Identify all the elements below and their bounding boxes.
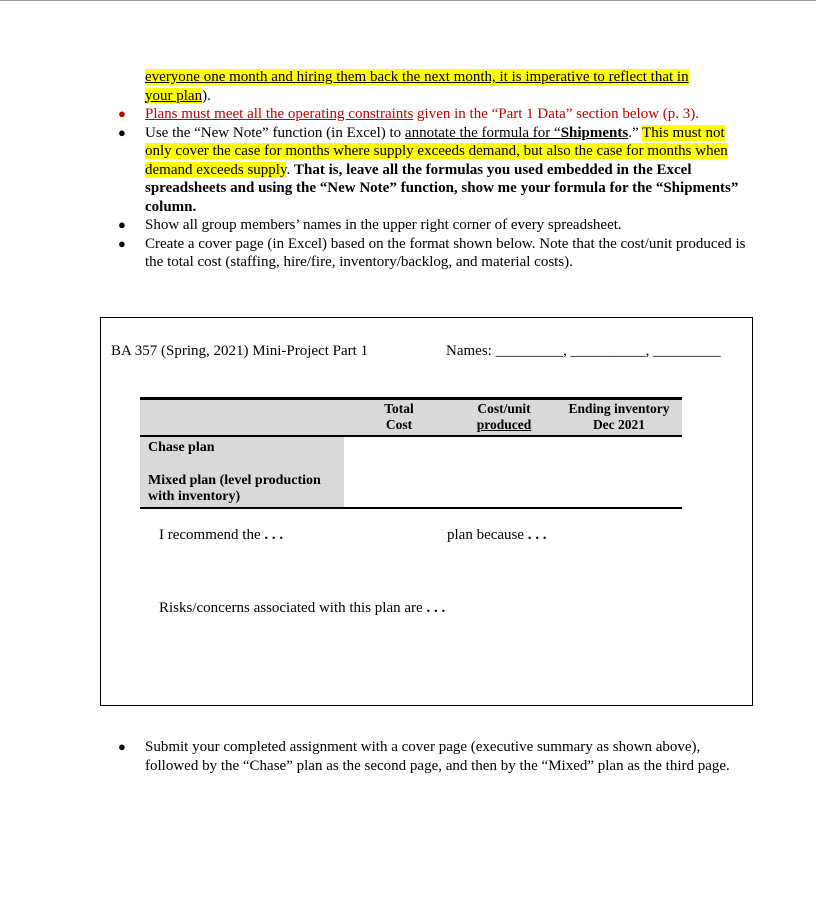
constraints-text: given in the “Part 1 Data” section below (p. 3). xyxy=(413,106,700,122)
table-bottom-rule xyxy=(140,507,682,509)
row-labels xyxy=(140,437,344,508)
highlighted-text: everyone one month and hiring them back the next month, it is imperative to reflect that in xyxy=(145,69,689,85)
punctuation: ). xyxy=(202,87,211,104)
names-line xyxy=(446,343,721,360)
column-header-total-cost xyxy=(366,401,432,433)
instructions-list xyxy=(112,68,752,272)
note-underline-text: annotate the formula for “ xyxy=(404,124,561,141)
highlighted-text-end: your plan xyxy=(145,87,203,104)
shipments-word: Shipments xyxy=(560,124,629,141)
column-header-line: Cost/unit xyxy=(477,401,531,416)
column-header-line: Ending inventory xyxy=(568,401,670,416)
constraints-link-text: Plans must meet all the operating constraints xyxy=(145,106,414,122)
names-blanks: _________, __________, _________ xyxy=(495,343,721,359)
row-label-mixed xyxy=(148,473,321,505)
punctuation: . xyxy=(286,161,294,178)
list-item-group-names xyxy=(112,216,752,235)
submit-text: Submit your completed assignment with a cover page (executive summary as shown above), followed by the “Chase” plan as the second page, and then by the “Mixed” plan as the third page. xyxy=(145,739,730,774)
column-header-line: Dec 2021 xyxy=(592,417,646,432)
list-item-cover-page xyxy=(112,235,752,272)
row-label-line: with inventory) xyxy=(148,489,241,504)
ellipsis: . . . xyxy=(264,527,284,543)
column-header-line: Cost xyxy=(385,417,413,432)
note-pre-text: Use the “New Note” function (in Excel) to xyxy=(145,124,405,141)
row-label-chase: Chase plan xyxy=(148,440,215,455)
cover-page-example xyxy=(100,317,753,706)
bullet-icon: ● xyxy=(118,106,126,121)
bullet-icon: ● xyxy=(118,217,126,232)
column-header-cost-per-unit xyxy=(464,401,544,433)
punctuation: .” xyxy=(628,124,643,141)
column-header-line: Total xyxy=(384,401,414,416)
cover-page-text: Create a cover page (in Excel) based on the format shown below. Note that the cost/unit produced is the total cost (staffing, hire/fire, inventory/backlog, and material costs). xyxy=(145,235,746,270)
because-text: plan because xyxy=(447,527,525,543)
list-item-continuation xyxy=(112,68,752,105)
list-item-submit xyxy=(112,738,752,775)
row-label-line: Mixed plan (level production xyxy=(148,473,321,488)
bullet-icon: ● xyxy=(118,124,126,140)
page-top-border xyxy=(0,0,816,1)
list-item-constraints xyxy=(112,105,752,124)
list-item-new-note xyxy=(112,124,752,217)
risks-prompt xyxy=(159,600,445,617)
because-prompt xyxy=(447,527,547,544)
ellipsis: . . . xyxy=(527,527,547,543)
recommend-prompt xyxy=(159,527,283,544)
submission-list xyxy=(112,738,752,775)
highlighted-note-text: This must not only cover the case for months where supply exceeds demand, but also the case for months when demand exceeds supply xyxy=(145,124,728,178)
column-header-ending-inventory xyxy=(556,401,682,433)
bold-instruction: That is, leave all the formulas you used embedded in the Excel spreadsheets and using the “New Note” function, show me your formula for the “Shipments” column. xyxy=(145,161,739,215)
column-header-line: produced xyxy=(476,417,532,432)
bullet-icon: ● xyxy=(118,739,126,754)
names-label: Names: xyxy=(446,343,492,359)
group-names-text: Show all group members’ names in the upper right corner of every spreadsheet. xyxy=(145,217,622,233)
cover-title: BA 357 (Spring, 2021) Mini-Project Part 1 xyxy=(111,343,369,359)
risks-text: Risks/concerns associated with this plan are xyxy=(159,600,423,616)
recommend-text: I recommend the xyxy=(159,527,261,543)
ellipsis: . . . xyxy=(426,600,446,616)
bullet-icon: ● xyxy=(118,235,126,251)
